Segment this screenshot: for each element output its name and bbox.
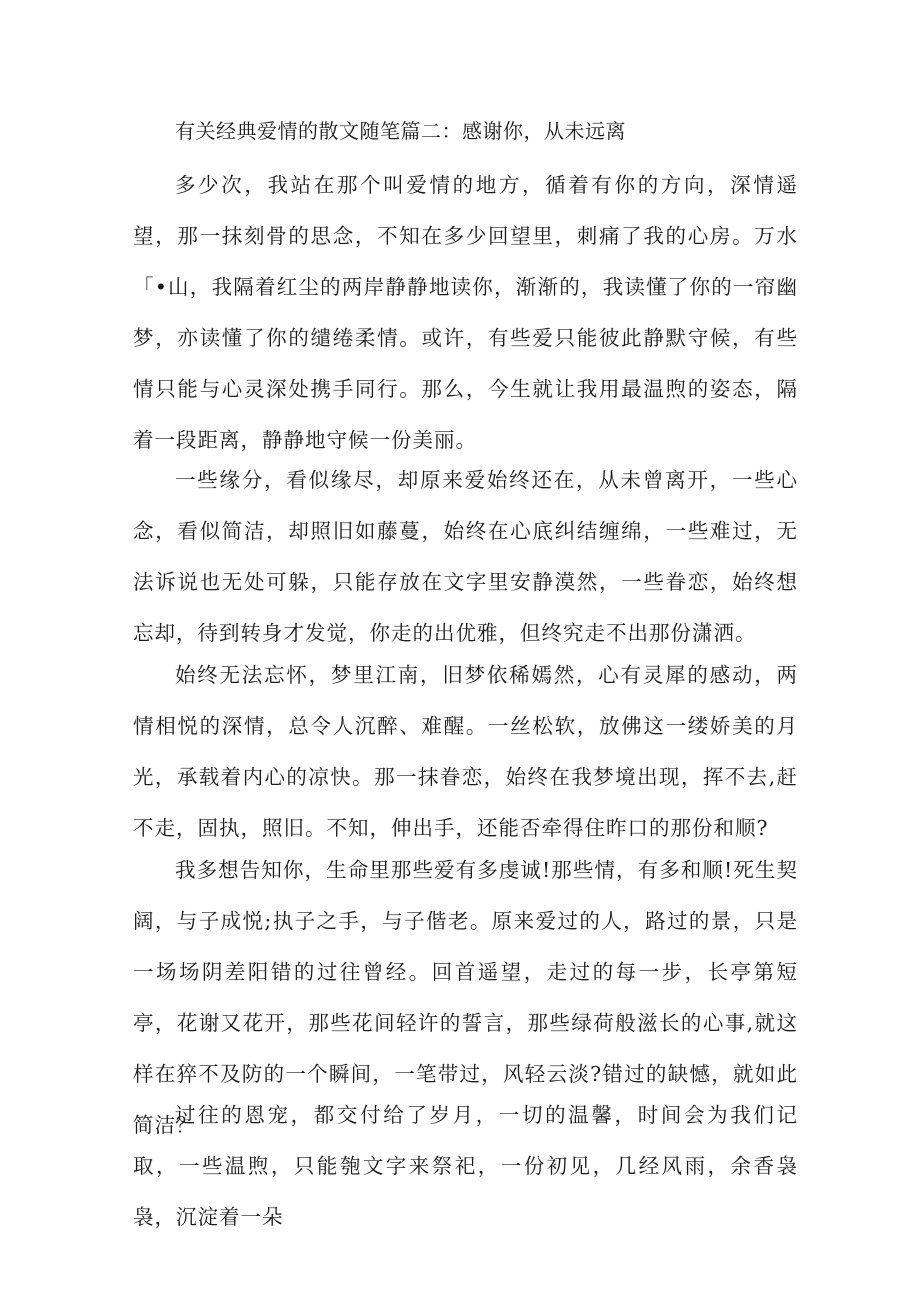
paragraph-4: 我多想告知你，生命里那些爱有多虔诚!那些情，有多和顺!死生契阔，与子成悦;执子之手，与子偕老。原来爱过的人，路过的景，只是一场场阴差阳错的过往曾经。回首遥望，走过的每一步，长亭第短亭，花谢又花开，那些花间轻许的誓言，那些绿荷般滋长的心事,就这样在猝不及防的一个瞬间，一笔带过，风轻云淡?错过的缺憾，就如此简洁？ — [133, 858, 798, 1137]
paragraph-3: 始终无法忘怀，梦里江南，旧梦依稀嫣然，心有灵犀的感动，两情相悦的深情，总令人沉醉、难醒。一丝松软，放佛这一缕娇美的月光，承载着内心的凉快。那一抹眷恋，始终在我梦境出现，挥不去,赶不走，固执，照旧。不知，伸出手，还能否牵得住昨口的那份和顺? — [133, 663, 798, 840]
paragraph-2: 一些缘分，看似缘尽，却原来爱始终还在，从未曾离开，一些心念，看似简洁，却照旧如藤蔓，始终在心底纠结缠绵，一些难过，无法诉说也无处可躲，只能存放在文字里安静漠然，一些眷恋，始终想忘却，待到转身才发觉，你走的出优雅，但终究走不出那份潇洒。 — [133, 468, 798, 645]
paragraph-5: 过往的恩宠，都交付给了岁月，一切的温馨，时间会为我们记取，一些温煦，只能匏文字来祭祀，一份初见，几经风雨，余香袅袅，沉淀着一朵 — [133, 1103, 798, 1229]
document-title: 有关经典爱情的散文随笔篇二：感谢你，从未远离 — [175, 119, 626, 143]
paragraph-1: 多少次，我站在那个叫爱情的地方，循着有你的方向，深情遥望，那一抹刻骨的思念，不知在多少回望里，刺痛了我的心房。万水「•山，我隔着红尘的两岸静静地读你，渐渐的，我读懂了你的一帘幽梦，亦读懂了你的缱绻柔情。或许，有些爱只能彼此静默守候，有些情只能与心灵深处携手同行。那么，今生就让我用最温煦的姿态，隔着一段距离，静静地守候一份美丽。 — [133, 173, 798, 452]
